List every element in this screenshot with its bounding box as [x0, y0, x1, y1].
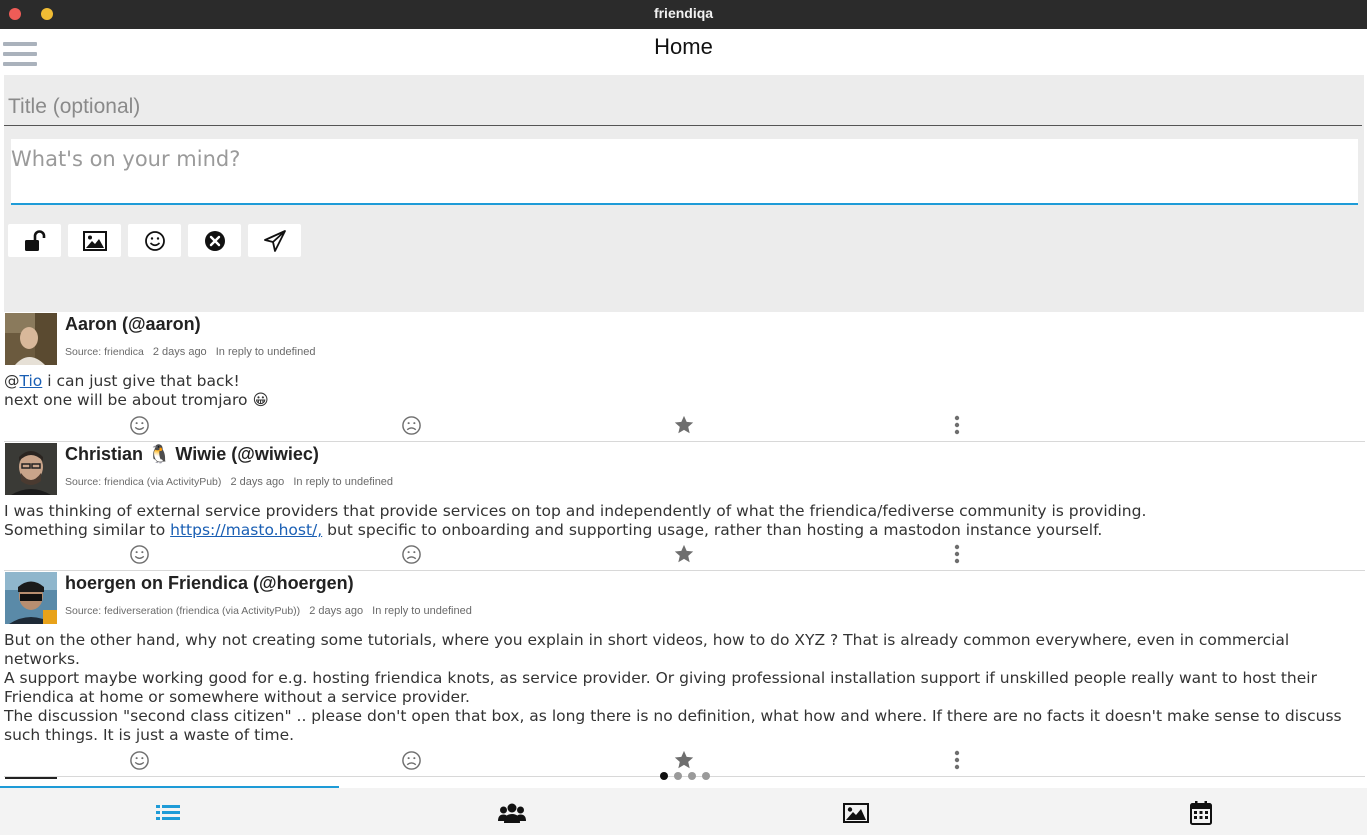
page-dot[interactable] [688, 772, 696, 780]
like-button[interactable] [127, 542, 151, 566]
post-actions [4, 748, 1365, 772]
window-titlebar [0, 0, 1367, 29]
more-options-button[interactable] [945, 748, 969, 772]
post-actions [4, 542, 1365, 566]
news-list-icon [155, 803, 181, 823]
dislike-button[interactable] [399, 542, 423, 566]
post-text: next one will be about tromjaro 😀 [4, 391, 269, 409]
dislike-button[interactable] [399, 748, 423, 772]
like-button[interactable] [127, 413, 151, 437]
bottom-navigation [0, 788, 1367, 835]
page-dot-active[interactable] [660, 772, 668, 780]
unlock-icon [23, 230, 47, 252]
post-text: Something similar to [4, 521, 171, 539]
post-reply-info[interactable]: In reply to undefined [372, 605, 472, 617]
favorite-button[interactable] [672, 413, 696, 437]
post-time: 2 days ago [309, 605, 364, 617]
favorite-star-icon [673, 749, 695, 771]
post-item [4, 571, 1365, 777]
favorite-button[interactable] [672, 542, 696, 566]
post-link[interactable]: https://masto.host/, [170, 521, 323, 539]
more-options-button[interactable] [945, 413, 969, 437]
cancel-icon [204, 230, 226, 252]
avatar[interactable] [5, 572, 57, 624]
window-title: friendiqa [653, 5, 714, 21]
nav-contacts-button[interactable] [498, 801, 526, 825]
post-source: Source: friendica [65, 346, 144, 358]
visibility-button[interactable] [8, 224, 61, 257]
more-options-icon [954, 415, 960, 435]
like-icon [129, 750, 150, 771]
send-button[interactable] [248, 224, 301, 257]
dislike-icon [401, 415, 422, 436]
like-icon [129, 544, 150, 565]
dislike-icon [401, 750, 422, 771]
title-input[interactable] [4, 88, 1362, 126]
post-meta [65, 346, 321, 358]
page-dot[interactable] [674, 772, 682, 780]
avatar [5, 777, 57, 779]
post-body [4, 372, 1365, 410]
post-text: I was thinking of external service providers that provide services on top and independently of what the friendica/fediverse community is providing. [4, 502, 1147, 520]
like-button[interactable] [127, 748, 151, 772]
post-body [4, 631, 1365, 745]
post-reply-info[interactable]: In reply to undefined [215, 346, 316, 358]
more-options-button[interactable] [945, 542, 969, 566]
send-icon [263, 230, 287, 252]
more-options-icon [954, 544, 960, 564]
post-author[interactable]: Aaron (@aaron) [65, 314, 201, 334]
post-body [4, 502, 1365, 540]
emoji-button[interactable] [128, 224, 181, 257]
like-icon [129, 415, 150, 436]
page-title: Home [654, 34, 713, 59]
dislike-button[interactable] [399, 413, 423, 437]
smiley-icon [144, 230, 166, 252]
mention-link[interactable]: Tio [19, 372, 43, 390]
contacts-icon [498, 802, 526, 824]
post-item [4, 442, 1365, 571]
dislike-icon [401, 544, 422, 565]
more-options-icon [954, 750, 960, 770]
news-feed [0, 312, 1367, 779]
message-input[interactable] [11, 139, 1358, 205]
post-item [4, 312, 1365, 442]
attach-image-button[interactable] [68, 224, 121, 257]
nav-news-button[interactable] [154, 801, 182, 825]
post-author[interactable]: hoergen on Friendica (@hoergen) [65, 573, 354, 593]
post-reply-info[interactable]: In reply to undefined [293, 476, 394, 488]
photos-icon [843, 803, 869, 823]
post-paragraph: A support maybe working good for e.g. hosting friendica knots, as service provider. Or giving professional installation support if unskilled people really want to host their Friendica at home or somewhere without a service provider. [4, 669, 1317, 706]
post-meta [65, 476, 399, 488]
post-paragraph: The discussion "second class citizen" .. please don't open that box, as long there is no definition, what how and where. If there are no facts it doesn't make sense to discuss such things. It is just a waste of time. [4, 707, 1342, 744]
calendar-icon [1189, 801, 1213, 825]
post-text: i can just give that back! [42, 372, 240, 390]
post-paragraph: But on the other hand, why not creating some tutorials, where you explain in short videos, how to do XYZ ? That is already common everywhere, even in commercial networks. [4, 631, 1290, 668]
image-icon [83, 231, 107, 251]
post-author[interactable]: Christian 🐧 Wiwie (@wiwiec) [65, 444, 319, 464]
avatar[interactable] [5, 443, 57, 495]
post-text: but specific to onboarding and supporting usage, rather than hosting a mastodon instance yourself. [322, 521, 1103, 539]
favorite-star-icon [673, 543, 695, 565]
post-time: 2 days ago [152, 346, 207, 358]
page-dot[interactable] [702, 772, 710, 780]
post-composer [4, 75, 1364, 312]
post-time: 2 days ago [230, 476, 285, 488]
favorite-button[interactable] [672, 748, 696, 772]
post-meta [65, 605, 478, 617]
nav-calendar-button[interactable] [1187, 801, 1215, 825]
mention-prefix: @ [4, 372, 20, 390]
avatar[interactable] [5, 313, 57, 365]
post-actions [4, 413, 1365, 437]
app-header [0, 29, 1367, 75]
nav-photos-button[interactable] [842, 801, 870, 825]
cancel-button[interactable] [188, 224, 241, 257]
post-source: Source: fediverseration (friendica (via ActivityPub)) [65, 605, 301, 617]
post-source: Source: friendica (via ActivityPub) [65, 476, 222, 488]
favorite-star-icon [673, 414, 695, 436]
